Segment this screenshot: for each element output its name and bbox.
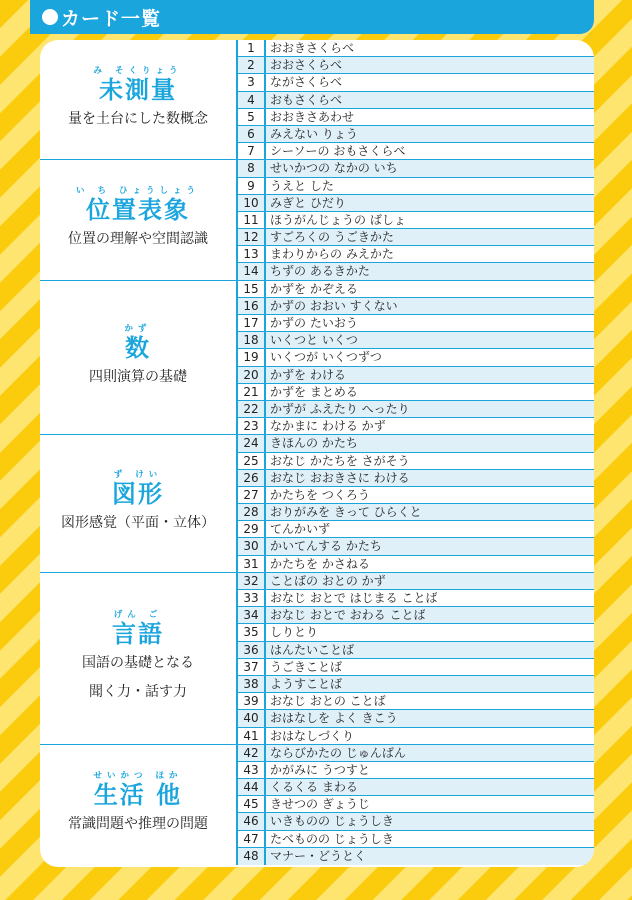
category-ruby: げん ご (113, 610, 163, 621)
card-name: ようすことば (270, 676, 343, 691)
card-number: 8 (238, 160, 266, 176)
card-name: かいてんする かたち (270, 539, 382, 554)
card-row (238, 538, 594, 555)
card-name: みぎと ひだり (270, 195, 346, 210)
card-number: 16 (238, 298, 266, 314)
card-row (238, 573, 594, 590)
card-number: 20 (238, 367, 266, 383)
card-number: 1 (238, 40, 266, 56)
card-number: 39 (238, 693, 266, 709)
card-name: しりとり (270, 625, 319, 640)
category-description: 量を土台にした数概念 (68, 111, 208, 128)
category-description: 位置の理解や空間認識 (68, 231, 208, 248)
category-cell (40, 435, 236, 573)
card-name: おおきさくらべ (270, 41, 355, 55)
card-name: きせつの ぎょうじ (270, 797, 370, 812)
card-number: 43 (238, 762, 266, 778)
card-row (238, 418, 594, 435)
card-row (238, 642, 594, 659)
category-cell (40, 40, 236, 160)
card-number: 12 (238, 229, 266, 245)
card-row (238, 521, 594, 538)
card-row (238, 762, 594, 779)
card-number: 5 (238, 109, 266, 125)
category-cell (40, 745, 236, 865)
card-number: 25 (238, 453, 266, 469)
card-row (238, 92, 594, 109)
card-name: シーソーの おもさくらべ (270, 144, 406, 159)
card-row (238, 367, 594, 384)
page-header (30, 0, 594, 34)
card-row (238, 246, 594, 263)
category-title: 言語 (112, 620, 164, 649)
card-name: いくつと いくつ (270, 333, 358, 348)
card-name: かずが ふえたり へったり (270, 401, 410, 416)
card-row (238, 504, 594, 521)
category-ruby: ず けい (113, 470, 163, 481)
card-number: 42 (238, 745, 266, 761)
card-name: かたちを つくろう (270, 487, 370, 502)
card-row (238, 813, 594, 830)
card-name: いくつが いくつずつ (270, 350, 382, 365)
card-number: 24 (238, 435, 266, 451)
card-number: 30 (238, 538, 266, 554)
card-name: マナー・どうとく (270, 848, 367, 863)
card-row (238, 728, 594, 745)
card-row (238, 831, 594, 848)
card-name: うごきことば (270, 659, 343, 674)
card-name: みえない りょう (270, 126, 358, 141)
card-number: 26 (238, 470, 266, 486)
card-number: 32 (238, 573, 266, 589)
card-name: せいかつの なかの いち (270, 161, 398, 176)
category-description: 常識問題や推理の問題 (68, 816, 208, 833)
category-cell (40, 281, 236, 436)
card-number: 2 (238, 57, 266, 73)
card-row (238, 779, 594, 796)
card-row (238, 143, 594, 160)
card-number: 11 (238, 212, 266, 228)
card-name: ほうがんじょうの ばしょ (270, 212, 406, 227)
card-name: きほんの かたち (270, 436, 358, 451)
category-title: 数 (125, 333, 151, 362)
card-number: 31 (238, 556, 266, 572)
category-ruby: せいかつ ほか (93, 771, 183, 782)
card-name: おはなしを よく きこう (270, 711, 398, 726)
card-number: 36 (238, 642, 266, 658)
card-number: 38 (238, 676, 266, 692)
card-row (238, 298, 594, 315)
category-ruby: かず (124, 323, 152, 334)
card-row (238, 195, 594, 212)
card-row (238, 556, 594, 573)
card-number: 27 (238, 487, 266, 503)
card-number: 40 (238, 710, 266, 726)
card-row (238, 332, 594, 349)
card-number: 33 (238, 590, 266, 606)
category-title: 位置表象 (86, 196, 190, 225)
category-ruby: み そくりょう (93, 66, 183, 77)
card-name: くるくる まわる (270, 780, 358, 795)
card-number: 19 (238, 349, 266, 365)
card-number: 6 (238, 126, 266, 142)
card-number: 46 (238, 813, 266, 829)
card-name: おなじ おとで はじまる ことば (270, 591, 438, 605)
card-number: 9 (238, 178, 266, 194)
card-row (238, 212, 594, 229)
card-name: ながさくらべ (270, 75, 343, 90)
category-title: 未測量 (99, 76, 177, 105)
card-number: 22 (238, 401, 266, 417)
card-number: 41 (238, 728, 266, 744)
card-name: かずを かぞえる (270, 281, 358, 296)
card-row (238, 384, 594, 401)
card-number: 45 (238, 796, 266, 812)
card-row (238, 109, 594, 126)
card-number: 3 (238, 74, 266, 90)
category-ruby: い ち ひょうしょう (76, 186, 200, 197)
card-row (238, 453, 594, 470)
card-number: 44 (238, 779, 266, 795)
category-column (40, 40, 236, 865)
card-row (238, 315, 594, 332)
card-row (238, 349, 594, 366)
card-row (238, 229, 594, 246)
card-number: 4 (238, 92, 266, 108)
card-row (238, 848, 594, 865)
card-name: おなじ おとで おわる ことば (270, 608, 426, 623)
card-number: 34 (238, 607, 266, 623)
card-row (238, 57, 594, 74)
card-row (238, 160, 594, 177)
card-name: おもさくらべ (270, 92, 343, 107)
card-row (238, 74, 594, 91)
card-name: おおさくらべ (270, 58, 343, 73)
card-name: かずを まとめる (270, 384, 358, 399)
card-row (238, 796, 594, 813)
card-name: おはなしづくり (270, 728, 355, 743)
bullet-dot-icon (42, 9, 58, 25)
card-row (238, 745, 594, 762)
card-row (238, 178, 594, 195)
card-row (238, 693, 594, 710)
header-title: カード一覧 (61, 7, 162, 30)
card-name: おりがみを きって ひらくと (270, 505, 422, 520)
category-description: 国語の基礎となる (82, 655, 194, 672)
card-name: かがみに うつすと (270, 762, 370, 777)
card-row (238, 401, 594, 418)
card-name: すごろくの うごきかた (270, 230, 394, 245)
category-cell (40, 573, 236, 745)
card-name: てんかいず (270, 522, 331, 537)
card-number: 10 (238, 195, 266, 211)
category-title: 生活 他 (93, 781, 183, 810)
card-name: たべものの じょうしき (270, 831, 394, 846)
card-name: いきものの じょうしき (270, 814, 394, 829)
card-row (238, 435, 594, 452)
category-description: 図形感覚（平面・立体） (61, 515, 215, 532)
card-name: かずの おおい すくない (270, 298, 398, 313)
card-number: 35 (238, 624, 266, 640)
card-number: 29 (238, 521, 266, 537)
card-row (238, 624, 594, 641)
card-name: ことばの おとの かず (270, 573, 386, 588)
card-row (238, 659, 594, 676)
card-number: 47 (238, 831, 266, 847)
category-description: 聞く力・話す力 (89, 684, 187, 701)
card-name: おなじ かたちを さがそう (270, 453, 410, 468)
card-row (238, 126, 594, 143)
card-number: 13 (238, 246, 266, 262)
card-row (238, 676, 594, 693)
card-row (238, 470, 594, 487)
card-number: 37 (238, 659, 266, 675)
card-number: 14 (238, 263, 266, 279)
card-name: おなじ おとの ことば (270, 694, 386, 709)
card-name: かずを わける (270, 367, 346, 382)
card-number: 23 (238, 418, 266, 434)
card-list (236, 40, 594, 865)
card-number: 48 (238, 848, 266, 865)
card-list-panel (40, 40, 594, 867)
card-row (238, 281, 594, 298)
card-name: ならびかたの じゅんばん (270, 745, 406, 760)
card-row (238, 263, 594, 280)
card-name: おなじ おおきさに わける (270, 470, 410, 485)
card-name: ちずの あるきかた (270, 264, 370, 279)
card-name: かずの たいおう (270, 316, 358, 330)
card-number: 7 (238, 143, 266, 159)
card-name: なかまに わける かず (270, 419, 386, 434)
card-row (238, 487, 594, 504)
card-number: 15 (238, 281, 266, 297)
card-name: うえと した (270, 178, 334, 193)
card-number: 21 (238, 384, 266, 400)
card-row (238, 607, 594, 624)
card-row (238, 40, 594, 57)
card-name: はんたいことば (270, 642, 355, 657)
card-name: おおきさあわせ (270, 109, 355, 124)
card-name: まわりからの みえかた (270, 247, 394, 262)
card-number: 28 (238, 504, 266, 520)
card-name: かたちを かさねる (270, 556, 370, 571)
card-number: 17 (238, 315, 266, 331)
category-cell (40, 160, 236, 280)
card-number: 18 (238, 332, 266, 348)
card-row (238, 590, 594, 607)
category-description: 四則演算の基礎 (89, 368, 187, 385)
category-title: 図形 (112, 480, 164, 509)
card-row (238, 710, 594, 727)
